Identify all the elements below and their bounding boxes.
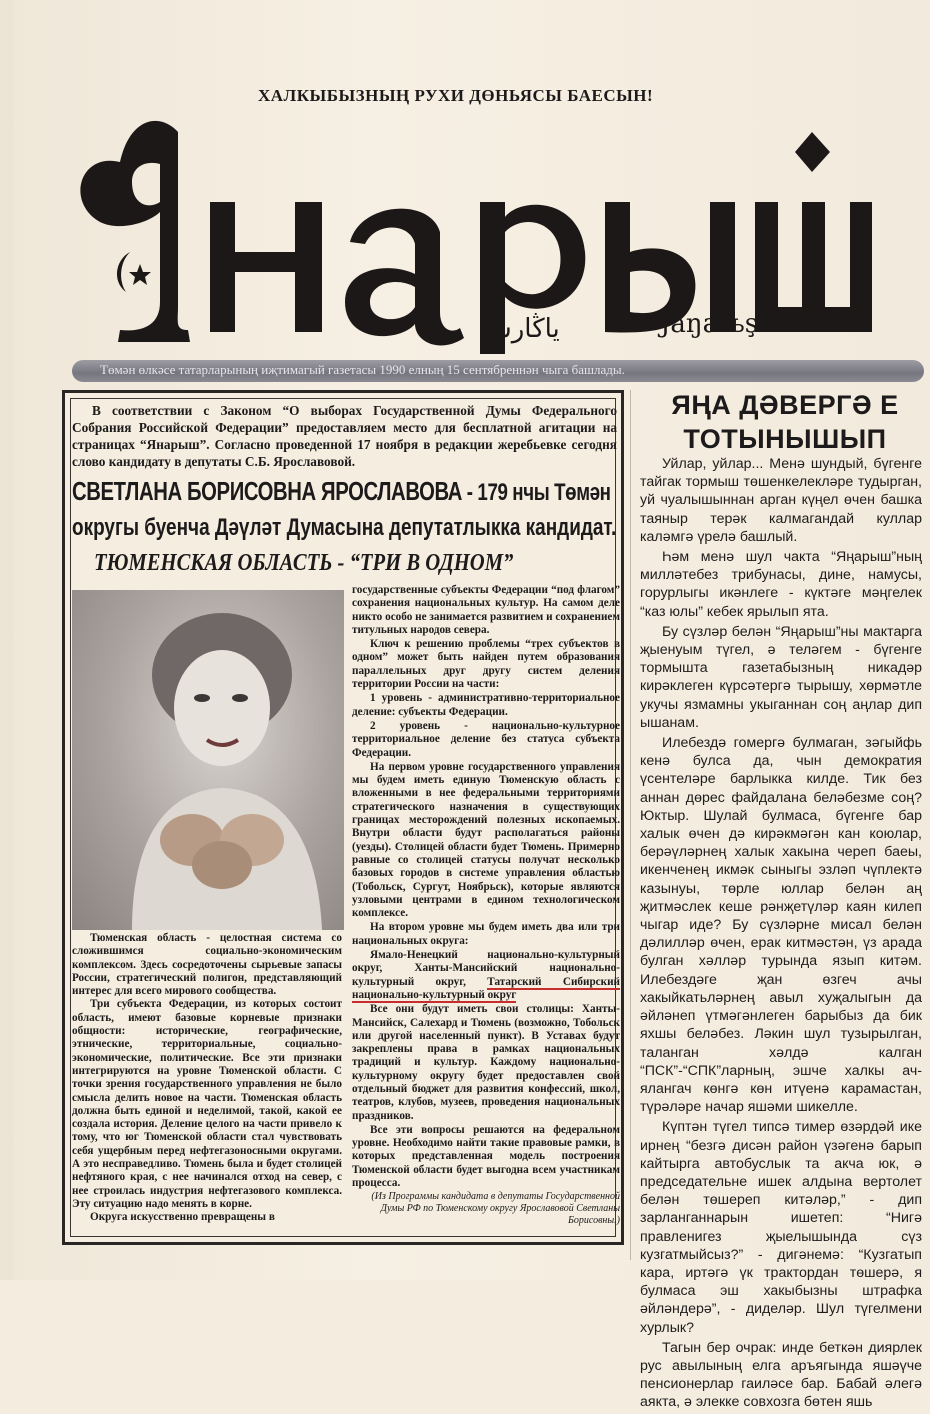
candidate-photo [72,590,344,930]
left-article-column-a: Тюменская область - целостная система со сложившимся социально-экономическим комплексом. Здесь сосредоточены сырьевые запасы России, стратегический полигон, представляющий интерес для всего мирового сообщества. Три субъекта Федерации, из которых состоит область, имеют базовые корневые признаки общности: исторические, географические, этнические, территориальные, социально-экономические, политические. Все эти признаки интегрируются на уровне Тюменской области. С точки зрения государственного управления не было смысла делить новое на части. Тюменская область должна быть единой и неделимой, такой, какой ее создала история. Деление целого на части привело к тому, что юг Тюменской области стал чувствовать себя ущербным перед нефтегазоносными округами. А это несправедливо. Тюмень была и будет столицей нефтяного края, с нее начинался отход на север, с нее строилась индустрия нефтегазового комплекса. Эту ситуацию надо менять в корне. Округа искусственно превращены в [72,932,342,1224]
logo-i-brief [795,132,830,172]
candidate-name-line [72,476,620,507]
okrug-list: Ямало-Ненецкий национально-культурный округ, Ханты-Мансийский национально-культурный округ, Татарский Сибирский национально-культурный округ [352,949,620,1001]
right-article-headline: ЯҢА ДӘВЕРГӘ Е ТОТЫНЫШЫП [671,390,899,454]
left-article-column-b: государственные субъекты Федерации “под флагом” сохранения национальных культур. На самом деле никто особо не занимается развитием и сохранением титульных народов севера. Ключ к решению проблемы “трех субъектов в одном” может быть найден путем образования параллельных друг другу систем деления территории России на части: 1 уровень - административно-территориальное деление: субъекты Федерации. 2 уровень - национально-культурное территориальное деление без статуса субъекта Федерации. На первом уровне государственного управления мы будем иметь единую Тюменскую область с вложенными в нее федеральными территориями стратегического назначения в существующих границах месторождений полезных ископаемых. Внутри области будут располагаться районы (уезды). Столицей области будет Тюмень. Примерно равные со столицей статусы получат несколько базовых городов в системе управления областью (Тобольск, Сургут, Ноябрьск), которые являются узловыми центрами в едином технологическом комплексе. На втором уровне мы будем иметь два или три национальных округа: Ямало-Ненецкий национально-культурный округ, Ханты-Мансийский национально-культурный округ, Татарский Сибирский национально-культурный округ Все они будут иметь свои столицы: Ханты-Мансийск, Салехард и Тюмень (возможно, Тобольск или другой населенный пункт). В Уставах будут закреплены права в рамках национальных традиций и культур. Каждому национально-культурному округу будет предоставлен свой отдельный бюджет для развития конфессий, школ, театров, клубов, музеев, проведения национальных праздников. Все эти вопросы решаются на федеральном уровне. Необходимо найти такие правовые рамки, в которых представленная модель построения Тюменской области будет выгодна всем участникам процесса. (Из Программы кандидата в депутаты Государственной Думы РФ по Тюменскому округу Ярославовой Светланы Борисовны.) [352,584,620,1227]
left-article-intro: В соответствии с Законом “О выборах Государственной Думы Федерального Собрания Российской Федерации” предоставляем место для бесплатной агитации на страницах “Янарыш”. Согласно проведенной 17 ноября в редакции жеребьевке сегодня слово кандидату в депутаты С.Б. Ярославовой. [72,403,617,469]
logo-arabic-text: ياڭارش [480,314,560,344]
logo-n-letter [210,202,322,332]
article-kicker: ТЮМЕНСКАЯ ОБЛАСТЬ - “ТРИ В ОДНОМ” [94,550,514,576]
article-source-note: (Из Программы кандидата в депутаты Государственной Думы РФ по Тюменскому округу Ярославовой Светланы Борисовны.) [371,1191,620,1227]
masthead-logo [60,92,880,362]
logo-latin-text: Jaŋarьş [660,309,759,339]
faint-bleed-through [835,110,925,360]
candidate-name: СВЕТЛАНА БОРИСОВНА ЯРОСЛАВОВА - 179 нчы Төмән [72,476,611,506]
logo-star-crescent [117,252,151,292]
right-article-body: Уйлар, уйлар... Менә шундый, бүгенге тайгак тормыш төшенкелекләре тудырган, уй чуалышыннан арган күңел өчен башка таяныр терәк калмагандай куллар каләмгә үрелә башлый. Һәм менә шул чакта “Яңарыш”ның милләтебез трибунасы, дине, намусы, горурлыгы икәнлеге - күктәге мәңгелек “каз юлы” кебек ярылып ята. Бу сүзләр белән “Яңарыш”ны мактарга җыенуым түгел, ә теләгем - бүгенге тормышта газетабызның никадәр кирәклеген күрсәтергә тырышу, хөрмәтле укучы язмамны укыганнан соң аңлар дип ышанам. Илебездә гомергә булмаган, зәгыйфь кенә булса да, чын демократия үсентеләре барлыкка килде. Тик без аннан дөрес файдалана беләбезме соң? Юктыр. Шулай булмаса, бүгенге бар халык өчен дә кирәкмәгән кан коюлар, берәүләрнең халык хакына череп баеы, икенченең икмәк сыныгы эзләп чүплектә казынуы, төрле юллар белән аң җитмәслек кеше рәнҗетүләр каян килеп чыгар иде? Бу сүзләрне мисал белән дәлилләр өчен, ерак китмәстән, үз арада булган хәлләр турында язып китәм. Илебездәге җан өзгеч ачы хакыйкатьләрнең авыл хуҗалыгын да әйләнеп үтмәгәнлеген барыбыз да бик яхшы беләбез. Ләкин шул тузырылган, таланган хәлдә калган “ПСК”-“СПК”ларның, эшче халкы ач-ялангач көнгә көн итүенә карамастан, түрәләре начар яшәми шикелле. Күптән түгел типсә тимер өзәрдәй ике ирнең “безгә дисән район үзәгенә барып кайтырга автобуслык та акча юк, ә председательне ишек алдына вертолет белән төшереп китәләр,” - дип зарланганнарын ишетеп: “Нигә правленигез җыелышында сүз кузгатмыйсыз?” - дигәнемә: “Кузгатып кара, иртәгә үк трактордан төшерә, я булмаса эш хакыбызны штрафка әйләндерә”, - диделәр. Шул түгелмени хурлык? Тагын бер очрак: инде беткән диярлек рус авылының елга аръягында яшәүче пенсионерлар гаиләсе бар. Бабай әлегә аякта, ә элекке совхозга бөтен яшь [640,456,922,1411]
masthead-subtitle: Төмән өлкәсе татарларының иҗтимагый газетасы 1990 елның 15 сентябреннән чыга башлады. [100,362,625,377]
logo-ya-letter [80,121,190,342]
tatar-okrug-underlined: Татарский Сибирский национально-культурный округ [352,975,620,1001]
masthead-subtitle-bar [72,360,924,382]
logo-a-letter [345,209,464,346]
photo-illustration [72,590,344,930]
masthead-slogan: ХАЛКЫБЫЗНЫҢ РУХИ ДӨНЬЯСЫ БАЕСЫН! [258,86,654,105]
page-edge [0,0,14,1280]
candidate-title-line: округы буенча Дәүләт Думасына депутатлыкка кандидат. [72,514,617,541]
column-rule [630,390,631,1260]
